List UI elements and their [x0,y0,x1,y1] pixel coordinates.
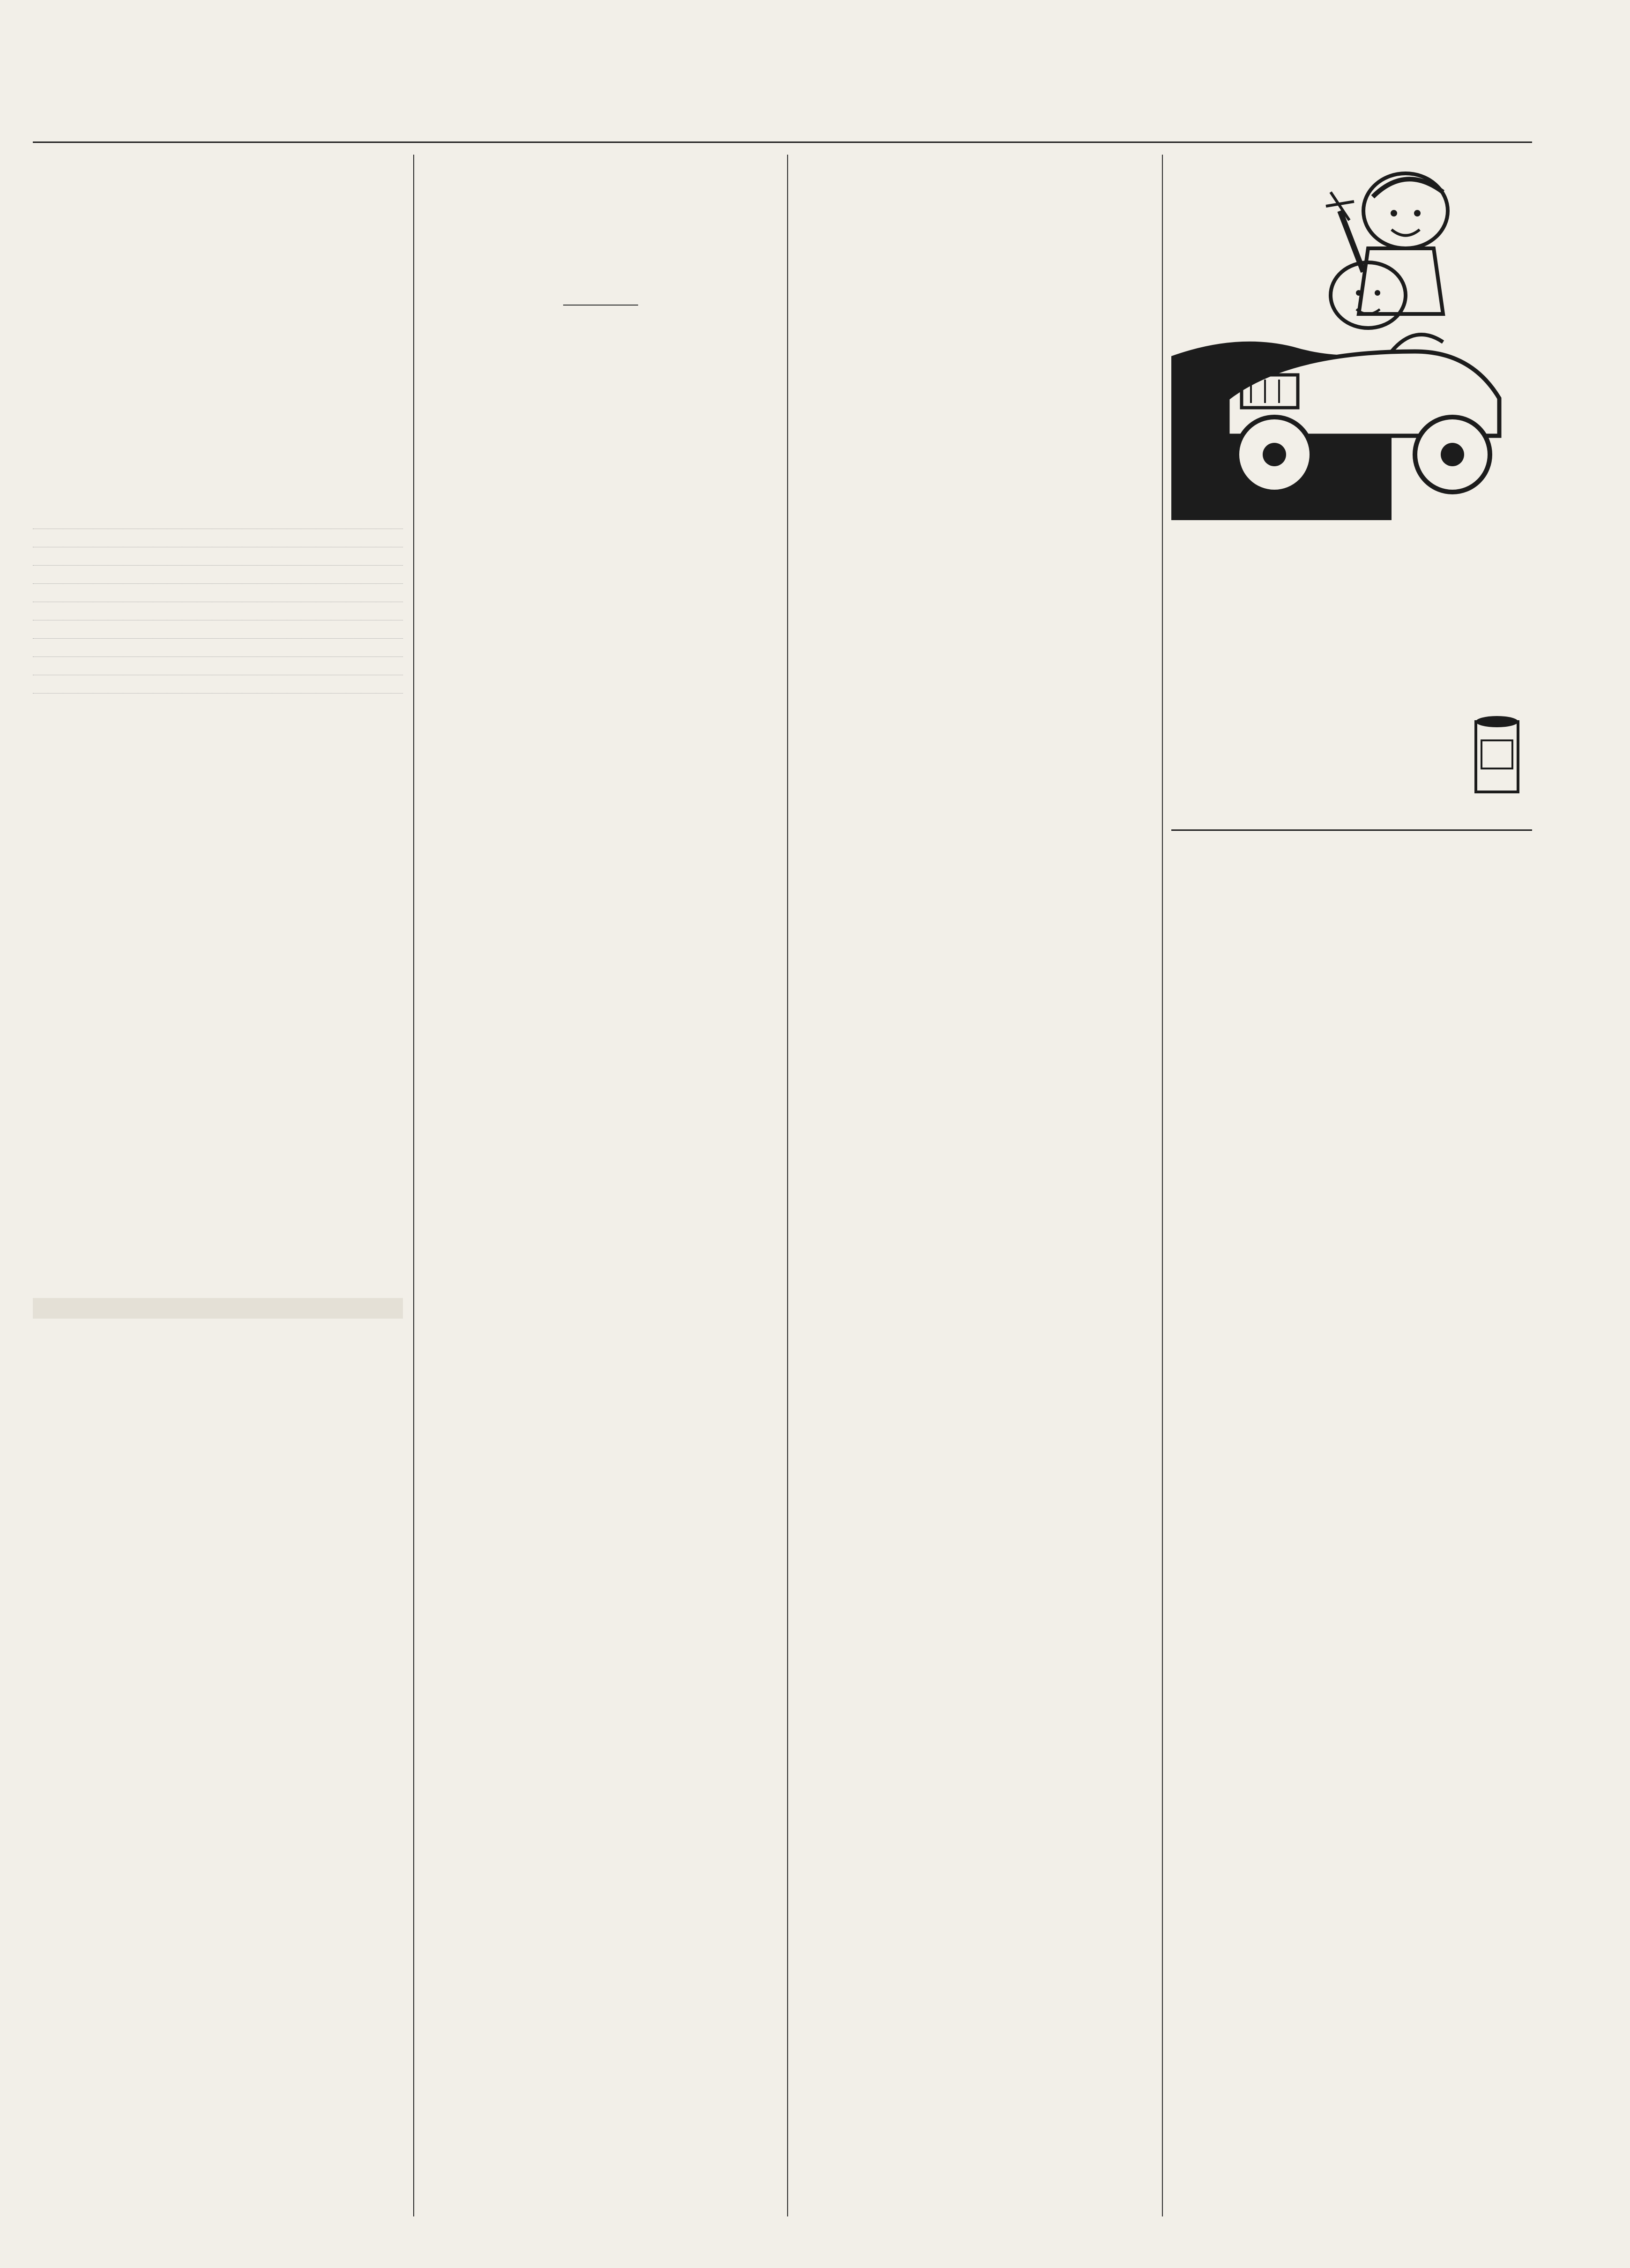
table-row [33,584,403,602]
advertisement [1171,155,1532,832]
table-row [33,602,403,620]
column-1 [33,155,403,2216]
column-4 [1171,155,1532,2216]
table-row [33,657,403,675]
article-body-2 [33,1345,403,2216]
column-4-text [1171,843,1532,2216]
business-reports-text [423,351,779,2216]
column-3 [796,155,1154,2216]
newspaper-page [33,108,1532,2226]
article-subhead-2 [33,1321,403,1340]
column-divider [1162,155,1163,2216]
table-row [33,675,403,694]
wool-export-table [33,511,403,708]
table-row [33,639,403,657]
section-title [423,316,779,343]
children-toy-car-illustration [1171,155,1532,520]
ad-brand-name [1171,726,1471,787]
section-rule [563,305,638,306]
table-row [33,547,403,566]
ad-bottom-rule [1171,829,1532,831]
column-3-text [796,155,1154,2216]
column-divider [787,155,788,2216]
article-subhead [33,935,403,954]
wool-report-conclusion [33,717,403,895]
faded-print-area [33,1298,403,1319]
column-divider [413,155,414,2216]
table-row [33,511,403,529]
table-row [33,566,403,584]
article-body [33,958,403,1296]
table-row [33,620,403,639]
column-2 [423,155,779,2216]
page-header [33,108,1532,143]
table-row [33,529,403,547]
wool-report-text [33,155,403,501]
article-headline [33,904,403,928]
continued-text [423,155,779,295]
product-tin-icon [1471,712,1523,797]
